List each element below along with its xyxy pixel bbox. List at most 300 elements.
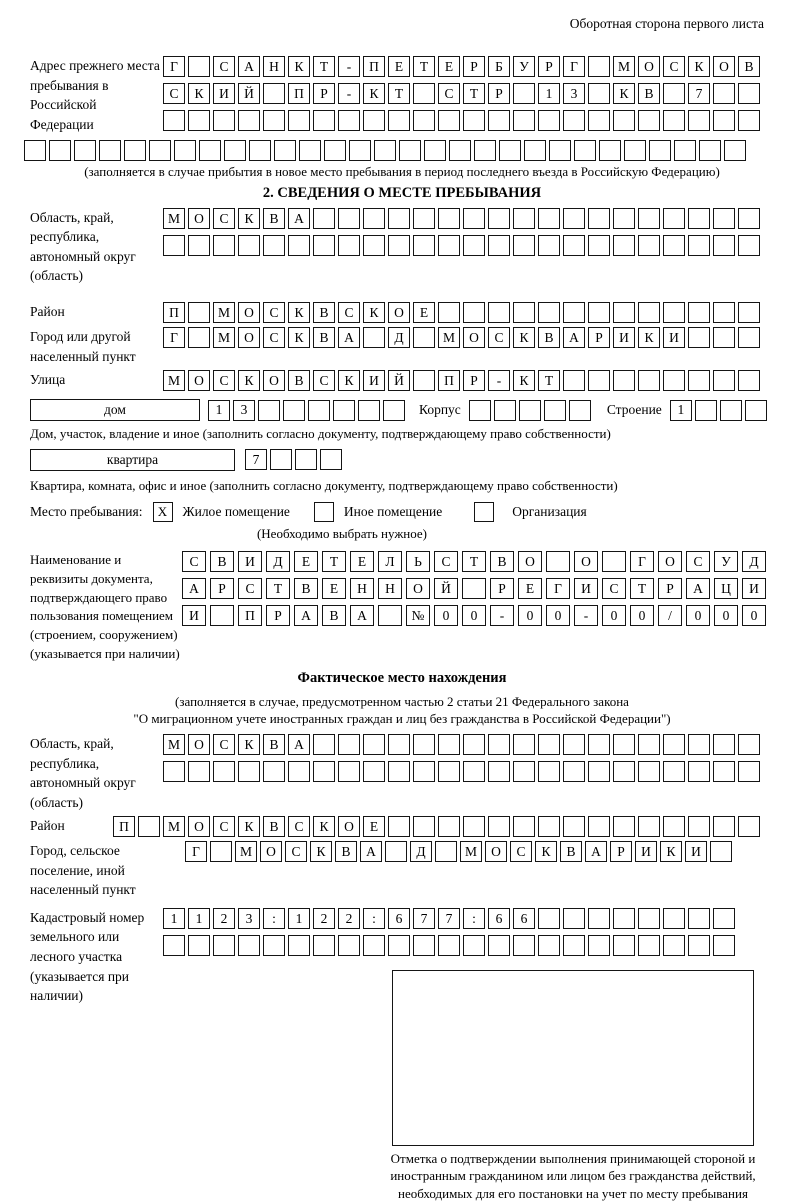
char-cell: В [313,327,335,348]
char-cell: 6 [388,908,410,929]
char-cell [438,208,460,229]
cadastre-grid [163,908,735,956]
char-cell: О [388,302,410,323]
char-cell [188,110,210,131]
char-cell: И [238,551,262,572]
char-cell: К [310,841,332,862]
stroenie-label: Строение [606,402,662,418]
char-cell [263,935,285,956]
char-cell: 2 [313,908,335,929]
char-cell [163,761,185,782]
char-cell: О [338,816,360,837]
char-cell: О [574,551,598,572]
char-cell [538,110,560,131]
char-cell: 7 [438,908,460,929]
char-cell: Е [388,56,410,77]
char-cell: С [434,551,458,572]
char-cell: - [488,370,510,391]
char-cell: К [613,83,635,104]
char-cell [588,761,610,782]
char-cell: Г [563,56,585,77]
char-cell [413,235,435,256]
char-cell: М [213,302,235,323]
char-cell [388,816,410,837]
char-cell [588,908,610,929]
char-cell [358,400,380,421]
char-cell: О [260,841,282,862]
char-cell [413,734,435,755]
char-cell: И [574,578,598,599]
char-cell [546,551,570,572]
char-cell [588,816,610,837]
char-cell [699,140,721,161]
char-cell: Н [350,578,374,599]
checkbox-residential: X [153,502,173,522]
char-cell: В [538,327,560,348]
char-cell [549,140,571,161]
document-block [30,551,774,664]
char-cell [588,208,610,229]
char-cell: Г [163,56,185,77]
char-cell [488,302,510,323]
char-cell: С [686,551,710,572]
char-cell [713,816,735,837]
char-cell [588,235,610,256]
char-cell [688,734,710,755]
char-cell [463,302,485,323]
char-cell [338,734,360,755]
char-cell [163,935,185,956]
char-cell: Л [378,551,402,572]
char-cell [738,208,760,229]
char-cell [363,208,385,229]
char-cell [538,761,560,782]
prev-address-label: Адрес прежнего места пребывания в Российской Федерации [30,58,160,132]
char-cell [613,302,635,323]
char-cell: Р [658,578,682,599]
char-cell [588,935,610,956]
char-cell [538,235,560,256]
char-cell [488,935,510,956]
char-cell [488,816,510,837]
char-cell: А [238,56,260,77]
char-row [163,235,760,256]
char-cell [249,140,271,161]
char-cell: И [363,370,385,391]
char-cell [538,935,560,956]
char-cell [385,841,407,862]
char-cell: Т [463,83,485,104]
char-cell [613,734,635,755]
char-row [163,761,760,782]
actual-city-block [30,841,774,900]
char-cell [213,110,235,131]
char-cell: С [438,83,460,104]
char-cell [488,208,510,229]
char-cell [638,370,660,391]
char-cell [188,935,210,956]
char-cell [563,110,585,131]
char-cell [713,327,735,348]
char-cell [688,208,710,229]
char-cell [488,110,510,131]
char-cell [438,816,460,837]
char-cell [469,400,491,421]
char-cell [299,140,321,161]
char-cell [638,816,660,837]
char-cell: А [338,327,360,348]
char-cell: М [438,327,460,348]
char-cell: : [363,908,385,929]
char-cell [413,110,435,131]
char-cell [363,761,385,782]
char-cell: В [313,302,335,323]
char-cell [449,140,471,161]
char-cell [738,110,760,131]
char-row [163,327,760,348]
char-cell [24,140,46,161]
char-cell: 1 [670,400,692,421]
char-cell: 1 [163,908,185,929]
char-cell [488,761,510,782]
char-cell: С [263,302,285,323]
char-cell: О [658,551,682,572]
option-other-premises-label: Иное помещение [343,504,443,520]
char-cell [188,327,210,348]
actual-district-label: Район [30,818,65,834]
char-cell [563,302,585,323]
char-cell: Д [388,327,410,348]
char-cell [338,208,360,229]
char-cell [638,208,660,229]
char-cell: Д [742,551,766,572]
char-cell [513,110,535,131]
char-cell [388,235,410,256]
char-cell: С [288,816,310,837]
option-residential-label: Жилое помещение [182,504,290,520]
char-cell [638,935,660,956]
char-cell: Б [488,56,510,77]
house-row [30,399,774,421]
char-row [182,551,766,572]
char-cell [524,140,546,161]
char-cell [588,56,610,77]
char-cell: Й [434,578,458,599]
char-cell: 1 [208,400,230,421]
char-cell: 6 [513,908,535,929]
char-row [24,140,774,161]
char-row [163,208,760,229]
char-cell [324,140,346,161]
char-cell [463,208,485,229]
char-cell: Е [322,578,346,599]
char-cell: А [686,578,710,599]
char-cell [569,400,591,421]
stamp-caption: Отметка о подтверждении выполнения принимающей стороной и иностранным гражданином или лицом без гражданства действий, необходимых для его постановки на учет по месту пребывания [390,1150,756,1201]
district-label: Район [30,304,65,320]
char-cell: А [563,327,585,348]
char-cell [538,302,560,323]
char-cell [638,908,660,929]
char-cell [499,140,521,161]
char-cell: А [360,841,382,862]
char-cell: Г [185,841,207,862]
prev-address-grid [163,56,760,131]
char-row [163,908,735,929]
char-cell: О [518,551,542,572]
actual-city-label: Город, сельское поселение, иной населенный пункт [30,843,136,898]
char-cell [713,935,735,956]
char-cell: Т [322,551,346,572]
char-cell: Е [518,578,542,599]
char-cell [188,302,210,323]
char-cell [213,235,235,256]
char-row [163,302,760,323]
char-cell: О [188,370,210,391]
char-cell: Р [610,841,632,862]
char-cell [710,841,732,862]
char-cell [188,761,210,782]
char-cell [320,449,342,470]
char-cell [288,110,310,131]
char-cell [688,761,710,782]
char-cell [313,110,335,131]
char-cell [438,935,460,956]
char-cell: Е [294,551,318,572]
char-cell: М [163,816,185,837]
char-cell [413,816,435,837]
char-cell: 1 [538,83,560,104]
char-cell [538,816,560,837]
char-cell: П [438,370,460,391]
char-cell [513,208,535,229]
char-cell [513,935,535,956]
char-cell: С [510,841,532,862]
char-cell: С [213,370,235,391]
char-cell [238,761,260,782]
char-cell: А [350,605,374,626]
char-cell [224,140,246,161]
char-cell: П [363,56,385,77]
region-block [30,208,774,286]
char-cell: К [660,841,682,862]
char-cell: / [658,605,682,626]
char-cell [313,235,335,256]
char-cell [474,140,496,161]
street-label: Улица [30,372,66,388]
char-cell [363,935,385,956]
char-cell [738,761,760,782]
char-cell: Д [410,841,432,862]
char-cell [563,208,585,229]
char-cell: Н [263,56,285,77]
char-cell: Е [363,816,385,837]
char-cell: М [460,841,482,862]
char-cell [713,302,735,323]
district-block [30,302,774,323]
char-cell [283,400,305,421]
char-cell [563,734,585,755]
char-cell [574,140,596,161]
char-cell [463,110,485,131]
char-cell [613,208,635,229]
char-cell [163,110,185,131]
char-cell [288,935,310,956]
char-cell [438,235,460,256]
char-cell: С [163,83,185,104]
char-cell: И [613,327,635,348]
char-cell: 7 [688,83,710,104]
char-cell [99,140,121,161]
char-cell [663,935,685,956]
char-cell: Т [388,83,410,104]
char-cell: К [688,56,710,77]
char-cell: К [338,370,360,391]
char-cell: С [213,208,235,229]
char-cell [424,140,446,161]
char-cell [438,734,460,755]
char-cell [210,605,234,626]
char-cell: О [406,578,430,599]
char-cell: М [613,56,635,77]
char-cell [588,83,610,104]
char-cell [313,734,335,755]
char-cell [49,140,71,161]
char-cell: Ц [714,578,738,599]
char-cell [613,816,635,837]
char-cell [563,935,585,956]
char-cell [713,908,735,929]
char-cell [213,761,235,782]
char-cell [388,110,410,131]
char-cell: Ь [406,551,430,572]
char-cell [288,761,310,782]
char-cell: А [288,208,310,229]
char-cell: К [288,56,310,77]
stamp-area [372,970,774,1203]
char-row [163,110,760,131]
char-cell: К [288,302,310,323]
char-row [163,83,760,104]
char-cell: 0 [742,605,766,626]
char-cell [588,110,610,131]
char-cell: 1 [288,908,310,929]
char-cell [695,400,717,421]
char-cell [263,235,285,256]
char-cell [463,235,485,256]
char-cell [513,302,535,323]
char-cell: А [182,578,206,599]
char-cell [463,816,485,837]
char-cell: С [263,327,285,348]
char-cell [688,935,710,956]
char-cell [199,140,221,161]
char-cell [210,841,232,862]
char-cell: : [463,908,485,929]
char-cell [713,208,735,229]
city-label: Город или другой населенный пункт [30,329,136,364]
char-cell: О [238,302,260,323]
prev-address-caption: (заполняется в случае прибытия в новое место пребывания в период последнего въезда в Российскую Федерацию) [84,164,720,180]
cadastre-block [30,908,774,1004]
char-cell: В [263,208,285,229]
house-caption: Дом, участок, владение и иное (заполнить согласно документу, подтверждающему право собственности) [30,426,611,442]
char-cell [263,83,285,104]
char-cell [688,110,710,131]
char-cell [338,235,360,256]
char-cell [438,761,460,782]
char-cell: Й [238,83,260,104]
char-cell: Р [313,83,335,104]
char-cell: К [363,83,385,104]
char-cell: К [313,816,335,837]
char-cell [613,761,635,782]
char-cell: А [585,841,607,862]
char-cell: Т [538,370,560,391]
char-cell [388,208,410,229]
char-cell [388,935,410,956]
char-cell [563,816,585,837]
char-cell [363,734,385,755]
char-cell: В [263,816,285,837]
char-cell: О [188,734,210,755]
char-cell [513,761,535,782]
char-cell [488,734,510,755]
char-cell: О [638,56,660,77]
char-cell: П [113,816,135,837]
char-cell [438,302,460,323]
char-cell [338,935,360,956]
apartment-box: квартира [30,449,235,471]
char-cell [613,908,635,929]
char-cell: К [288,327,310,348]
char-cell: В [560,841,582,862]
char-cell: П [288,83,310,104]
char-cell: М [163,734,185,755]
char-row [163,935,735,956]
char-cell: О [263,370,285,391]
char-row [670,400,767,421]
char-cell: С [338,302,360,323]
char-cell [163,235,185,256]
char-cell [74,140,96,161]
char-cell: С [213,56,235,77]
char-cell: К [188,83,210,104]
char-cell: Т [462,551,486,572]
char-cell [738,816,760,837]
char-cell: - [338,83,360,104]
char-cell: М [235,841,257,862]
char-cell: В [294,578,318,599]
char-cell: С [285,841,307,862]
document-label: Наименование и реквизиты документа, подтверждающего право пользования помещением (строением, сооружением) (указывается при наличии) [30,551,180,662]
char-cell: И [182,605,206,626]
char-cell [274,140,296,161]
char-cell [688,908,710,929]
char-cell [724,140,746,161]
char-cell [138,816,160,837]
char-cell: С [182,551,206,572]
char-cell [663,235,685,256]
char-cell [388,734,410,755]
char-cell [563,370,585,391]
char-cell [295,449,317,470]
actual-location-title: Фактическое место нахождения [297,669,507,686]
char-cell [413,935,435,956]
stay-type-note: (Необходимо выбрать нужное) [256,526,428,542]
char-cell [588,302,610,323]
section2-title: 2. СВЕДЕНИЯ О МЕСТЕ ПРЕБЫВАНИЯ [262,184,542,201]
